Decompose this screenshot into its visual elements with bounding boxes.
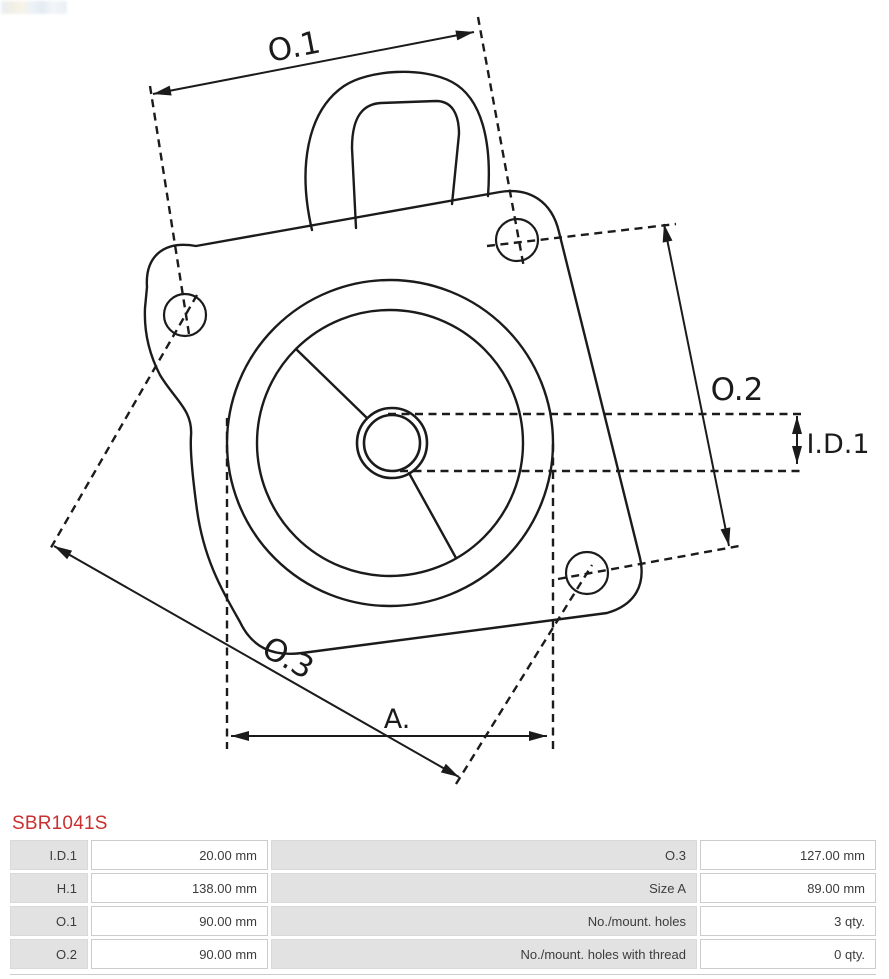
spec-label: I.D.1: [10, 840, 88, 870]
table-bottom-border: [10, 974, 876, 975]
spec-value: 90.00 mm: [91, 906, 268, 936]
dim-label-o2: O.2: [710, 372, 764, 408]
spec-value: 138.00 mm: [91, 873, 268, 903]
dim-label-o1: O.1: [264, 24, 324, 70]
spec-value: 20.00 mm: [91, 840, 268, 870]
dim-label-o3: O.3: [256, 629, 320, 687]
specs-table: [10, 840, 876, 969]
spec-value: 0 qty.: [700, 939, 876, 969]
ext-line-o2-top: [487, 224, 676, 246]
sector-line-lower: [409, 473, 456, 558]
handle-outer: [306, 72, 489, 230]
spec-label: No./mount. holes with thread: [271, 939, 697, 969]
spec-label: H.1: [10, 873, 88, 903]
dim-arrow-o3: [54, 546, 459, 777]
spec-label: O.1: [10, 906, 88, 936]
spec-label: No./mount. holes: [271, 906, 697, 936]
spec-value: 127.00 mm: [700, 840, 876, 870]
ext-line-o1-right: [478, 17, 524, 268]
spec-value: 89.00 mm: [700, 873, 876, 903]
spec-value: 90.00 mm: [91, 939, 268, 969]
ext-line-o3-top: [49, 295, 197, 551]
spec-label: O.2: [10, 939, 88, 969]
hub-inner-circle: [364, 415, 420, 471]
sector-line-upper: [296, 349, 367, 418]
dim-label-id1: I.D.1: [806, 429, 870, 460]
spec-label: Size A: [271, 873, 697, 903]
ext-line-o1-left: [150, 86, 189, 334]
spec-value: 3 qty.: [700, 906, 876, 936]
spec-label: O.3: [271, 840, 697, 870]
bore-outer-circle: [227, 280, 553, 606]
dim-label-a: A.: [383, 704, 411, 735]
ext-line-o3-bottom: [456, 565, 592, 784]
flange-outline: [145, 191, 642, 654]
part-code: SBR1041S: [12, 813, 108, 834]
